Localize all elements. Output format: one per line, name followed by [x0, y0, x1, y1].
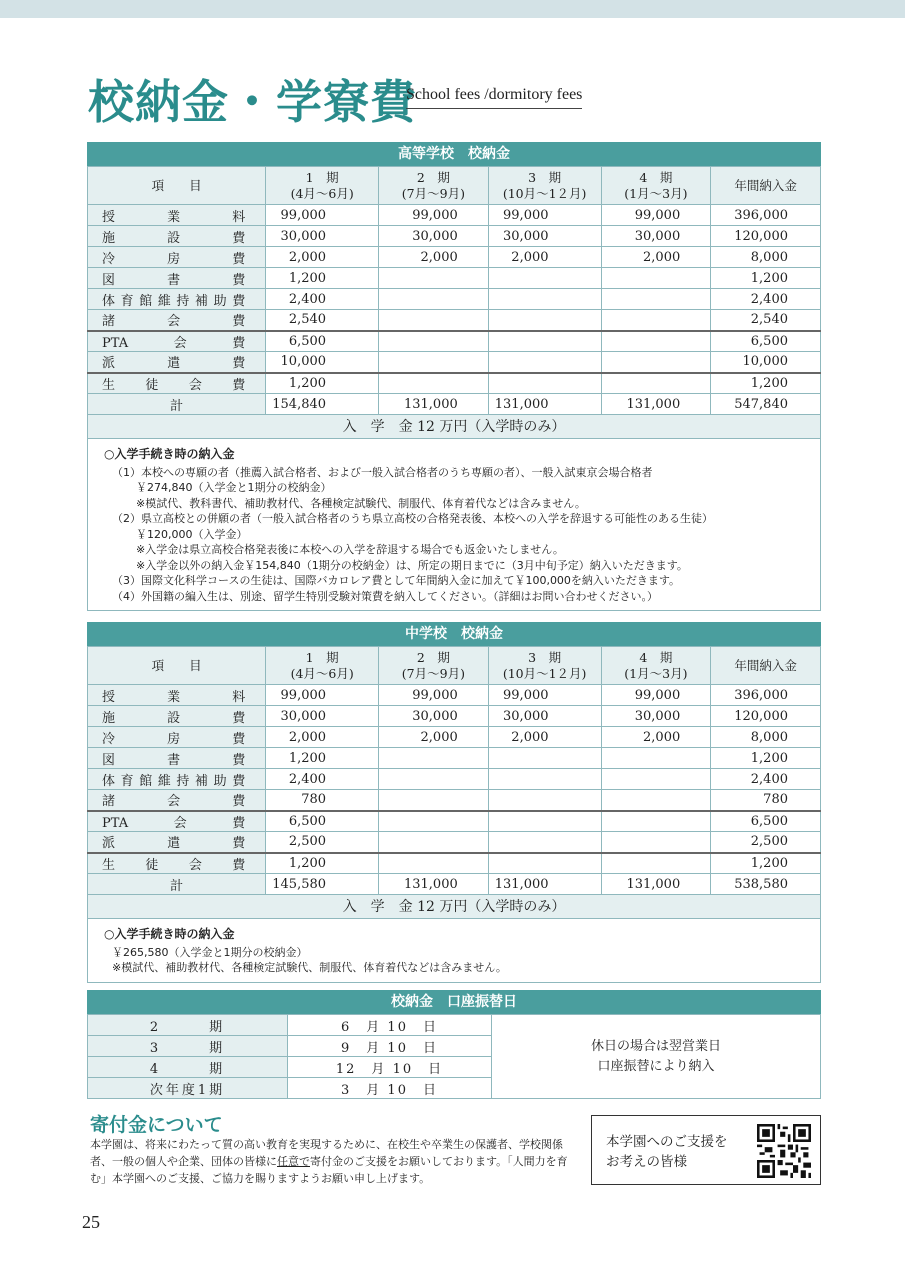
- col-sub: (10月〜1２月): [502, 185, 587, 201]
- fee-cell-year: 396,000: [711, 205, 821, 226]
- row-label: 授業料: [88, 205, 266, 226]
- fee-cell-year: 8,000: [711, 727, 821, 748]
- fee-cell-p2: 2,000: [379, 727, 489, 748]
- fee-cell-p1: 30,000: [266, 226, 379, 247]
- fee-cell-p3: 99,000: [488, 685, 601, 706]
- row-label: 諸会費: [88, 790, 266, 811]
- table-row: [88, 769, 821, 790]
- row-label: 体育館維持補助費: [88, 769, 266, 790]
- row-label: 生徒会費: [88, 373, 266, 394]
- col-period-2: [379, 167, 489, 205]
- fee-cell-p2: [379, 310, 489, 331]
- transfer-heading: 校納金 口座振替日: [87, 990, 821, 1014]
- col-period-1: [266, 647, 379, 685]
- fee-cell-p1: 2,400: [266, 289, 379, 310]
- table-row: [88, 226, 821, 247]
- col-label: 3 期: [528, 649, 562, 665]
- col-sub: (7月〜9月): [401, 185, 465, 201]
- col-sub: (4月〜6月): [290, 665, 354, 681]
- fee-cell-p4: [601, 853, 711, 874]
- donation-title: 寄付金について: [90, 1114, 223, 1136]
- col-label: 1 期: [305, 649, 339, 665]
- total-row: [88, 394, 821, 415]
- col-item: 項 目: [88, 647, 266, 685]
- note-line: ￥265,580（入学金と1期分の校納金）: [112, 945, 308, 959]
- fee-cell-p1: 2,540: [266, 310, 379, 331]
- page-title: 校納金・学寮費: [88, 75, 417, 129]
- fee-cell-p1: 2,500: [266, 832, 379, 853]
- fee-cell-p1: 1,200: [266, 373, 379, 394]
- fee-cell-year: 538,580: [711, 874, 821, 895]
- fee-cell-p3: [488, 853, 601, 874]
- col-label: 2 期: [416, 169, 450, 185]
- table-row: [88, 832, 821, 853]
- high-school-fees-section: [87, 142, 821, 611]
- high-school-notes: [87, 439, 821, 611]
- donation-text-a: 本学園は、将来にわたって質の高い教育を実現するために、在校生や卒業生の保護者、学校関係者、一般の個人や企業、団体の皆様に: [90, 1138, 563, 1168]
- fee-cell-p3: 2,000: [488, 727, 601, 748]
- col-year: 年間納入金: [711, 647, 821, 685]
- fee-cell-p2: [379, 769, 489, 790]
- fee-cell-p2: [379, 748, 489, 769]
- fee-cell-p2: [379, 289, 489, 310]
- col-label: 4 期: [639, 649, 673, 665]
- note-line: ※入学金以外の納入金￥154,840（1期分の校納金）は、所定の期日までに（3月中旬予定）納入いただきます。: [136, 558, 688, 572]
- row-label: 冷房費: [88, 247, 266, 268]
- row-label: 派遣費: [88, 832, 266, 853]
- fee-cell-p1: 99,000: [266, 685, 379, 706]
- note-line: ￥120,000（入学金）: [136, 527, 248, 541]
- col-sub: (10月〜1２月): [502, 665, 587, 681]
- fee-cell-year: 396,000: [711, 685, 821, 706]
- row-label: 計: [88, 394, 266, 415]
- fee-cell-p1: 6,500: [266, 811, 379, 832]
- note-line: （3）国際文化科学コースの生徒は、国際バカロレア費として年間納入金に加えて￥100,000を納入いただきます。: [112, 574, 681, 587]
- fee-cell-p4: 99,000: [601, 205, 711, 226]
- fee-cell-p2: [379, 331, 489, 352]
- fee-cell-p2: [379, 811, 489, 832]
- entrance-fee: 入 学 金 12 万円（入学時のみ）: [87, 415, 821, 439]
- row-label: 体育館維持補助費: [88, 289, 266, 310]
- table-row: [88, 685, 821, 706]
- fee-cell-p3: 30,000: [488, 706, 601, 727]
- col-period-3: [488, 647, 601, 685]
- transfer-label: 3 期: [88, 1036, 288, 1057]
- donation-text-b: 寄付金のご支援をお願いしております。「人間力を育む」本学園へのご支援、ご協力を賜りますようお願い申し上げます。: [90, 1155, 568, 1185]
- high-school-fee-table: [87, 166, 821, 415]
- fee-cell-year: 120,000: [711, 706, 821, 727]
- fee-cell-p1: 10,000: [266, 352, 379, 373]
- table-row: [88, 706, 821, 727]
- fee-cell-year: 1,200: [711, 748, 821, 769]
- fee-cell-p4: [601, 748, 711, 769]
- table-row: [88, 748, 821, 769]
- fee-cell-p2: [379, 373, 489, 394]
- fee-cell-p2: 131,000: [379, 874, 489, 895]
- fee-cell-p2: [379, 832, 489, 853]
- table-row: [88, 811, 821, 832]
- fee-cell-p4: [601, 268, 711, 289]
- fee-cell-p3: [488, 373, 601, 394]
- note-line: ￥274,840（入学金と1期分の校納金）: [136, 481, 332, 494]
- page-subtitle: School fees /dormitory fees: [406, 86, 582, 109]
- fee-cell-p2: 30,000: [379, 706, 489, 727]
- fee-cell-year: 6,500: [711, 331, 821, 352]
- fee-cell-p4: 30,000: [601, 226, 711, 247]
- fee-cell-p2: 99,000: [379, 205, 489, 226]
- transfer-date: 9 月 10 日: [288, 1036, 492, 1057]
- fee-cell-p3: [488, 748, 601, 769]
- fee-cell-p1: 1,200: [266, 748, 379, 769]
- fee-cell-p2: 131,000: [379, 394, 489, 415]
- entrance-fee: 入 学 金 12 万円（入学時のみ）: [87, 895, 821, 919]
- fee-cell-p1: 145,580: [266, 874, 379, 895]
- fee-cell-p2: 2,000: [379, 247, 489, 268]
- fee-cell-p4: [601, 832, 711, 853]
- fee-cell-year: 780: [711, 790, 821, 811]
- table-row: [88, 289, 821, 310]
- fee-cell-p3: [488, 268, 601, 289]
- row-label: 施設費: [88, 226, 266, 247]
- col-sub: (1月〜3月): [624, 185, 688, 201]
- col-label: 1 期: [305, 169, 339, 185]
- col-period-4: [601, 647, 711, 685]
- junior-high-heading: 中学校 校納金: [87, 622, 821, 646]
- fee-cell-p4: 2,000: [601, 247, 711, 268]
- fee-cell-p1: 780: [266, 790, 379, 811]
- notes-title: ○入学手続き時の納入金: [104, 447, 235, 461]
- transfer-label: 次年度1期: [88, 1078, 288, 1099]
- note-line: ※入学金は県立高校合格発表後に本校への入学を辞退する場合でも返金いたしません。: [136, 543, 564, 556]
- row-label: 冷房費: [88, 727, 266, 748]
- transfer-date: 6 月 10 日: [288, 1015, 492, 1036]
- col-year: 年間納入金: [711, 167, 821, 205]
- fee-cell-p1: 1,200: [266, 268, 379, 289]
- fee-cell-p3: 2,000: [488, 247, 601, 268]
- table-row: [88, 310, 821, 331]
- fee-cell-year: 547,840: [711, 394, 821, 415]
- fee-cell-p3: [488, 832, 601, 853]
- fee-cell-p2: [379, 790, 489, 811]
- col-period-1: [266, 167, 379, 205]
- fee-cell-year: 2,400: [711, 769, 821, 790]
- high-school-heading: 高等学校 校納金: [87, 142, 821, 166]
- fee-cell-p4: 30,000: [601, 706, 711, 727]
- row-label: 授業料: [88, 685, 266, 706]
- fee-cell-p1: 2,000: [266, 247, 379, 268]
- fee-cell-p3: [488, 352, 601, 373]
- fee-cell-p4: [601, 811, 711, 832]
- fee-cell-p3: [488, 331, 601, 352]
- col-item: 項 目: [88, 167, 266, 205]
- notes-title: ○入学手続き時の納入金: [104, 927, 235, 941]
- col-period-2: [379, 647, 489, 685]
- fee-cell-p4: [601, 310, 711, 331]
- fee-cell-p3: 131,000: [488, 874, 601, 895]
- fee-cell-p3: 131,000: [488, 394, 601, 415]
- top-band: [0, 0, 905, 18]
- note-line: ※模試代、補助教材代、各種検定試験代、制服代、体育着代などは含みません。: [112, 961, 507, 974]
- fee-cell-year: 120,000: [711, 226, 821, 247]
- fee-cell-p2: [379, 352, 489, 373]
- fee-cell-p1: 99,000: [266, 205, 379, 226]
- fee-cell-p4: 131,000: [601, 394, 711, 415]
- fee-cell-year: 2,540: [711, 310, 821, 331]
- fee-cell-year: 1,200: [711, 268, 821, 289]
- row-label: 施設費: [88, 706, 266, 727]
- col-sub: (7月〜9月): [401, 665, 465, 681]
- fee-cell-p3: [488, 310, 601, 331]
- support-line-1: 本学園へのご支援を: [606, 1134, 728, 1150]
- row-label: 諸会費: [88, 310, 266, 331]
- transfer-note-1: 休日の場合は翌営業日: [590, 1038, 721, 1054]
- table-row: [88, 727, 821, 748]
- fee-cell-p1: 6,500: [266, 331, 379, 352]
- table-row: [88, 352, 821, 373]
- fee-cell-p4: [601, 289, 711, 310]
- junior-high-fees-section: [87, 622, 821, 983]
- table-row: [88, 247, 821, 268]
- qr-code-icon[interactable]: [757, 1124, 811, 1178]
- table-row: [88, 790, 821, 811]
- transfer-label: 2 期: [88, 1015, 288, 1036]
- transfer-note-2: 口座振替により納入: [597, 1058, 715, 1074]
- note-line: （2）県立高校との併願の者（一般入試合格者のうち県立高校の合格発表後、本校への入学を辞退する可能性のある生徒）: [112, 512, 713, 525]
- col-sub: (1月〜3月): [624, 665, 688, 681]
- fee-cell-p4: [601, 769, 711, 790]
- transfer-table: [87, 1014, 821, 1099]
- fee-cell-p1: 1,200: [266, 853, 379, 874]
- note-line: （1）本校への専願の者（推薦入試合格者、および一般入試合格者のうち専願の者）、一般入試東京会場合格者: [112, 465, 653, 479]
- total-row: [88, 874, 821, 895]
- fee-cell-year: 1,200: [711, 853, 821, 874]
- row-label: 生徒会費: [88, 853, 266, 874]
- row-label: PTA会費: [88, 331, 266, 352]
- fee-cell-year: 2,400: [711, 289, 821, 310]
- note-line: （4）外国籍の編入生は、別途、留学生特別受験対策費を納入してください。（詳細はお問い合わせください。）: [112, 589, 658, 603]
- transfer-note: [492, 1015, 821, 1099]
- col-sub: (4月〜6月): [290, 185, 354, 201]
- fee-cell-p4: 131,000: [601, 874, 711, 895]
- table-header-row: [88, 647, 821, 685]
- fee-cell-p1: 2,000: [266, 727, 379, 748]
- fee-cell-year: 6,500: [711, 811, 821, 832]
- fee-cell-p4: [601, 790, 711, 811]
- fee-cell-year: 10,000: [711, 352, 821, 373]
- note-line: ※模試代、教科書代、補助教材代、各種検定試験代、制服代、体育着代などは含みません。: [136, 496, 586, 510]
- donation-text-underlined: 任意で: [277, 1155, 310, 1168]
- fee-cell-year: 2,500: [711, 832, 821, 853]
- table-header-row: [88, 167, 821, 205]
- row-label: 図書費: [88, 268, 266, 289]
- support-text: [606, 1132, 728, 1172]
- fee-cell-p1: 2,400: [266, 769, 379, 790]
- fee-cell-p3: [488, 769, 601, 790]
- support-box: [591, 1115, 821, 1185]
- transfer-date: 12 月 10 日: [288, 1057, 492, 1078]
- transfer-date: 3 月 10 日: [288, 1078, 492, 1099]
- transfer-label: 4 期: [88, 1057, 288, 1078]
- row-label: 図書費: [88, 748, 266, 769]
- col-period-4: [601, 167, 711, 205]
- col-label: 2 期: [416, 649, 450, 665]
- fee-cell-p4: 99,000: [601, 685, 711, 706]
- row-label: PTA会費: [88, 811, 266, 832]
- fee-cell-p2: 30,000: [379, 226, 489, 247]
- col-label: 3 期: [528, 169, 562, 185]
- fee-cell-p4: [601, 352, 711, 373]
- fee-cell-year: 8,000: [711, 247, 821, 268]
- fee-cell-p1: 30,000: [266, 706, 379, 727]
- fee-cell-p2: 99,000: [379, 685, 489, 706]
- fee-cell-p3: 30,000: [488, 226, 601, 247]
- table-row: [88, 853, 821, 874]
- table-row: [88, 268, 821, 289]
- fee-cell-p1: 154,840: [266, 394, 379, 415]
- table-row: [88, 373, 821, 394]
- fee-cell-p4: [601, 373, 711, 394]
- support-line-2: お考えの皆様: [606, 1154, 687, 1170]
- fee-cell-p4: [601, 331, 711, 352]
- fee-cell-year: 1,200: [711, 373, 821, 394]
- col-period-3: [488, 167, 601, 205]
- page-number: 25: [82, 1212, 100, 1232]
- fee-cell-p3: [488, 811, 601, 832]
- col-label: 4 期: [639, 169, 673, 185]
- fee-cell-p3: 99,000: [488, 205, 601, 226]
- junior-high-notes: [87, 919, 821, 983]
- transfer-section: [87, 990, 821, 1099]
- fee-cell-p3: [488, 289, 601, 310]
- donation-text: [90, 1136, 580, 1187]
- fee-cell-p4: 2,000: [601, 727, 711, 748]
- row-label: 派遣費: [88, 352, 266, 373]
- table-row: [88, 331, 821, 352]
- junior-high-fee-table: [87, 646, 821, 895]
- fee-cell-p2: [379, 853, 489, 874]
- fee-cell-p3: [488, 790, 601, 811]
- fee-cell-p2: [379, 268, 489, 289]
- table-row: [88, 205, 821, 226]
- table-row: [88, 1015, 821, 1036]
- row-label: 計: [88, 874, 266, 895]
